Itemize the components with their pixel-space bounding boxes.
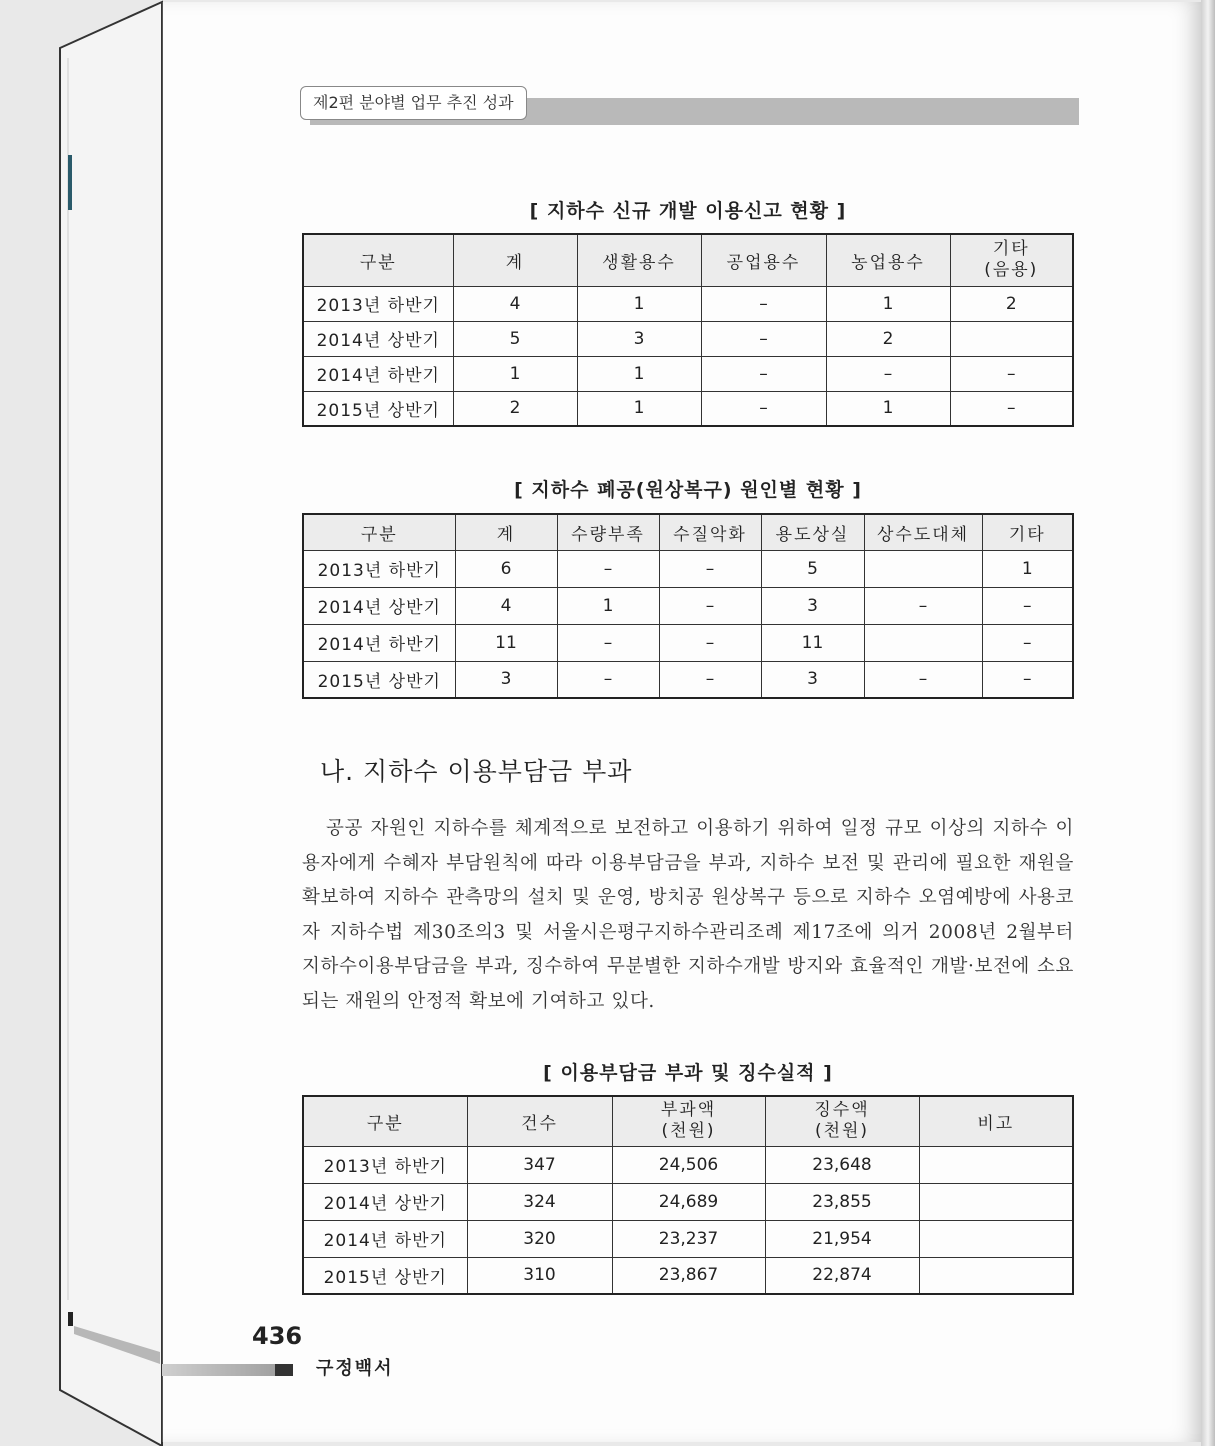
table3-header-line: (천원) (661, 1121, 716, 1142)
table2-header: 상수도대체 (864, 514, 982, 550)
table1-header: 계 (453, 234, 577, 286)
table-cell (919, 1257, 1073, 1294)
table-cell: – (659, 624, 761, 661)
table3-header-line: 징수액 (814, 1100, 870, 1121)
table-row (303, 286, 1073, 321)
table3-header-line: (천원) (814, 1121, 870, 1142)
table-row (303, 321, 1073, 356)
table3-header (612, 1096, 765, 1146)
table-cell: 23,855 (765, 1183, 919, 1220)
table-cell: 2014년 상반기 (303, 587, 455, 624)
table-cell: 24,506 (612, 1146, 765, 1183)
table-cell (919, 1146, 1073, 1183)
table2-caption: [ 지하수 폐공(원상복구) 원인별 현황 ] (514, 479, 862, 501)
body-paragraph: 공공 자원인 지하수를 체계적으로 보전하고 이용하기 위하여 일정 규모 이상의 지하수 이용자에게 수혜자 부담원칙에 따라 이용부담금을 부과, 지하수 보전 및 관리에 필요한 재원을 확보하여 지하수 관측망의 설치 및 운영, 방치공 원상복구 등으로 지하수 오염예방에 사용코자 지하수법 제30조의3 및 서울시은평구지하수관리조례 제17조에 의거 2008년 2월부터 지하수이용부담금을 부과, 징수하여 무분별한 지하수개발 방지와 효율적인 개발·보전에 소요되는 재원의 안정적 확보에 기여하고 있다. (302, 818, 1074, 1012)
table-cell: – (659, 550, 761, 587)
table-cell: 11 (455, 624, 557, 661)
table-cell: 5 (453, 321, 577, 356)
table-row (303, 1183, 1073, 1220)
table-cell: – (659, 661, 761, 698)
table-cell: – (701, 286, 826, 321)
table-cell: – (557, 550, 659, 587)
table-cell: 2015년 상반기 (303, 661, 455, 698)
table-cell: 22,874 (765, 1257, 919, 1294)
table-row (303, 1220, 1073, 1257)
table1-header-line: (음용) (984, 260, 1039, 281)
table-cell: 347 (467, 1146, 612, 1183)
table-cell: – (864, 587, 982, 624)
table-cell (919, 1220, 1073, 1257)
table-cell: 23,648 (765, 1146, 919, 1183)
table-cell: 24,689 (612, 1183, 765, 1220)
table-cell: 310 (467, 1257, 612, 1294)
table-cell: – (557, 624, 659, 661)
table-cell: 2 (950, 286, 1073, 321)
table1 (302, 233, 1074, 427)
page-number: 436 (252, 1322, 303, 1350)
table3 (302, 1095, 1074, 1295)
table-row (303, 1146, 1073, 1183)
page-edge (1201, 0, 1215, 1446)
table-cell: – (982, 661, 1073, 698)
table-cell: – (701, 391, 826, 426)
table-cell: 3 (577, 321, 701, 356)
table-cell: 1 (982, 550, 1073, 587)
table-row (303, 550, 1073, 587)
table-cell: – (864, 661, 982, 698)
table2 (302, 513, 1074, 699)
table-cell: 3 (761, 587, 864, 624)
table-cell: – (826, 356, 950, 391)
table2-header-row (303, 514, 1073, 550)
table1-header: 생활용수 (577, 234, 701, 286)
table-cell: 11 (761, 624, 864, 661)
table3-header: 건수 (467, 1096, 612, 1146)
table2-header: 용도상실 (761, 514, 864, 550)
chapter-tab: 제2편 분야별 업무 추진 성과 (300, 86, 527, 120)
table2-header: 수질악화 (659, 514, 761, 550)
table-cell: 2014년 상반기 (303, 321, 453, 356)
table1-header: 구분 (303, 234, 453, 286)
table-cell: 1 (826, 391, 950, 426)
table-cell: 324 (467, 1183, 612, 1220)
table2-header: 구분 (303, 514, 455, 550)
table-row (303, 356, 1073, 391)
table1-header-line: 기타 (992, 239, 1030, 260)
table-cell: 6 (455, 550, 557, 587)
table3-header: 비고 (919, 1096, 1073, 1146)
table-cell: 1 (826, 286, 950, 321)
table-row (303, 661, 1073, 698)
table-row (303, 391, 1073, 426)
table-cell: 1 (577, 391, 701, 426)
table-cell: 5 (761, 550, 864, 587)
table-cell: 1 (577, 356, 701, 391)
table-cell: – (557, 661, 659, 698)
table-cell (864, 550, 982, 587)
table-cell: 3 (761, 661, 864, 698)
table-cell: 1 (453, 356, 577, 391)
table-cell: 23,237 (612, 1220, 765, 1257)
table-cell: 2015년 상반기 (303, 1257, 467, 1294)
table-cell: 2015년 상반기 (303, 391, 453, 426)
table-cell: 1 (577, 286, 701, 321)
table-cell: 2013년 하반기 (303, 286, 453, 321)
section-heading: 나. 지하수 이용부담금 부과 (320, 757, 633, 786)
table-cell: 2 (826, 321, 950, 356)
table-row (303, 1257, 1073, 1294)
table-cell: – (701, 356, 826, 391)
table-cell: 2014년 하반기 (303, 1220, 467, 1257)
table1-header: 농업용수 (826, 234, 950, 286)
table1-header: 공업용수 (701, 234, 826, 286)
table-row (303, 624, 1073, 661)
book-title: 구정백서 (316, 1358, 394, 1379)
table-cell: – (982, 587, 1073, 624)
table-cell: 21,954 (765, 1220, 919, 1257)
table-cell: 2014년 하반기 (303, 624, 455, 661)
table-cell: 1 (557, 587, 659, 624)
table1-header-row (303, 234, 1073, 286)
table3-header: 구분 (303, 1096, 467, 1146)
table-cell: 320 (467, 1220, 612, 1257)
table2-header: 수량부족 (557, 514, 659, 550)
table-cell: – (950, 391, 1073, 426)
table3-header-row (303, 1096, 1073, 1146)
table-cell (864, 624, 982, 661)
table-cell: 4 (453, 286, 577, 321)
table-cell: 2013년 하반기 (303, 1146, 467, 1183)
table2-header: 기타 (982, 514, 1073, 550)
table-cell: 2013년 하반기 (303, 550, 455, 587)
table-cell: 2014년 하반기 (303, 356, 453, 391)
table3-header-line: 부과액 (660, 1100, 717, 1121)
table1-caption: [ 지하수 신규 개발 이용신고 현황 ] (529, 200, 847, 222)
table-cell (950, 321, 1073, 356)
footer-bar-marker (275, 1364, 293, 1376)
table-cell: 4 (455, 587, 557, 624)
table-row (303, 587, 1073, 624)
table-cell: – (982, 624, 1073, 661)
table2-header: 계 (455, 514, 557, 550)
table-cell: – (659, 587, 761, 624)
table-cell: 2014년 상반기 (303, 1183, 467, 1220)
table-cell: 3 (455, 661, 557, 698)
table-cell: 23,867 (612, 1257, 765, 1294)
footer-bar (162, 1364, 292, 1376)
table3-header (765, 1096, 919, 1146)
table1-header (950, 234, 1073, 286)
table-cell (919, 1183, 1073, 1220)
book-side-graphic (0, 0, 170, 1446)
table-cell: – (701, 321, 826, 356)
table-cell: 2 (453, 391, 577, 426)
table-cell: – (950, 356, 1073, 391)
table3-caption: [ 이용부담금 부과 및 징수실적 ] (543, 1062, 833, 1084)
